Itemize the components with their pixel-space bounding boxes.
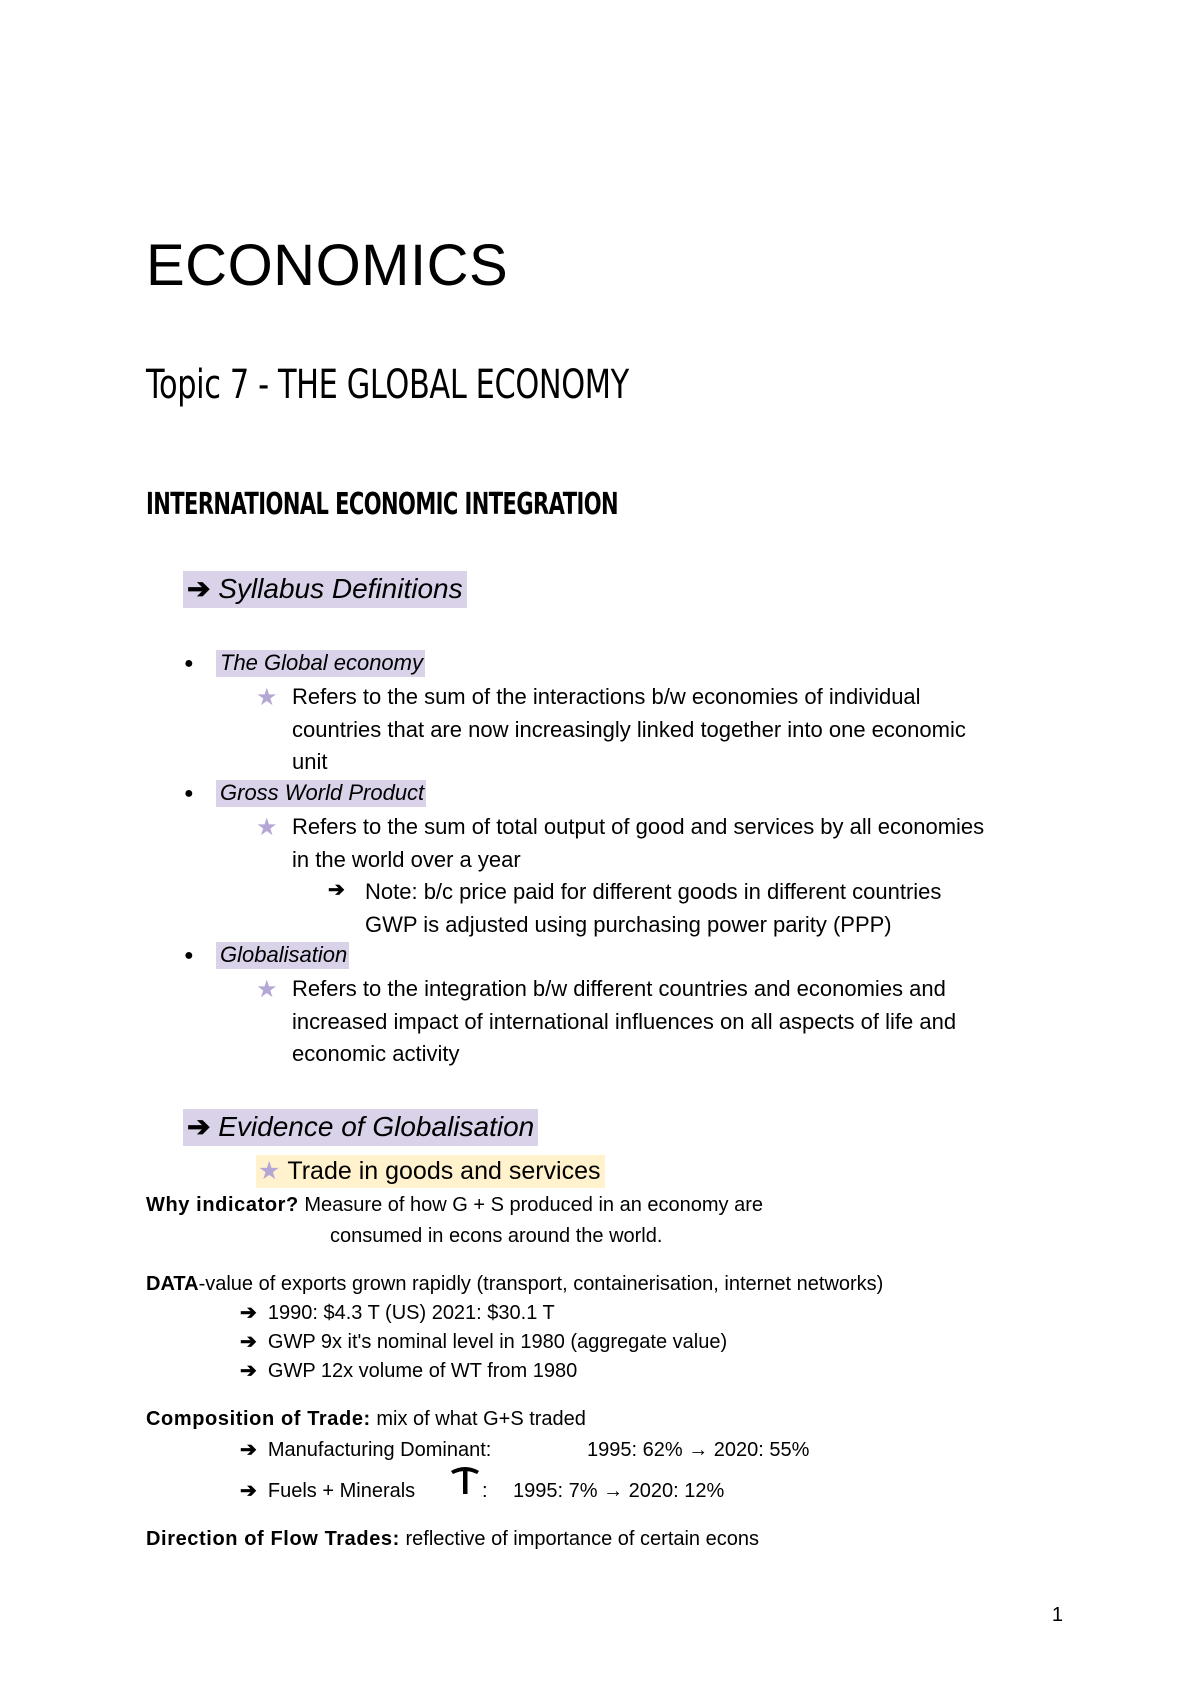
arrow-icon: ➔ [187, 573, 211, 604]
composition-item-label: Manufacturing Dominant: [267, 1439, 492, 1461]
note-text [365, 876, 1125, 941]
composition-item-value: 1995: 7% → 2020: 12% [513, 1480, 725, 1502]
composition-item-label: Fuels + Minerals [267, 1480, 416, 1502]
definition-term: The Global economy [216, 650, 425, 676]
definition-text [292, 973, 1112, 1071]
definition-line: economic activity [292, 1041, 460, 1066]
star-icon: ★ [256, 976, 278, 1003]
trade-subheading [256, 1156, 605, 1186]
data-point: ➔ 1990: $4.3 T (US) 2021: $30.1 T [240, 1302, 555, 1324]
definition-line: countries that are now increasingly linked together into one economic [292, 716, 966, 742]
star-icon: ★ [256, 814, 278, 841]
why-text: Measure of how G + S produced in an economy are [298, 1194, 763, 1216]
arrow-icon: ➔ [240, 1331, 257, 1353]
star-icon: ★ [258, 1157, 281, 1185]
bullet-icon: ● [184, 785, 194, 802]
composition-item-suffix: : [482, 1480, 488, 1502]
note-line: Note: b/c price paid for different goods in different countries [365, 879, 942, 904]
evidence-label: Evidence of Globalisation [218, 1111, 535, 1142]
section-heading: INTERNATIONAL ECONOMIC INTEGRATION [146, 487, 619, 522]
direction-label: Direction of Flow Trades: [146, 1528, 400, 1550]
pickaxe-icon [448, 1462, 482, 1496]
data-text: -value of exports grown rapidly (transport, containerisation, internet networks) [198, 1273, 884, 1295]
bullet-icon: ● [184, 947, 194, 964]
why-indicator-line [146, 1191, 763, 1219]
composition-text: mix of what G+S traded [370, 1408, 586, 1430]
data-point: ➔ GWP 9x it's nominal level in 1980 (aggregate value) [240, 1331, 728, 1353]
evidence-header [183, 1110, 538, 1143]
star-icon: ★ [256, 684, 278, 711]
data-label: DATA [146, 1273, 199, 1295]
definition-line: increased impact of international influences on all aspects of life and [292, 1008, 957, 1034]
definition-line: unit [292, 749, 328, 774]
why-label: Why indicator? [146, 1194, 299, 1216]
definition-line: Refers to the integration b/w different countries and economies and [292, 976, 946, 1001]
arrow-icon: ➔ [240, 1480, 257, 1502]
definition-line: Refers to the sum of the interactions b/w economies of individual [292, 684, 921, 709]
composition-item-value: 1995: 62% → 2020: 55% [587, 1439, 810, 1461]
definition-text [292, 681, 1092, 779]
definition-term: Globalisation [216, 942, 349, 968]
data-line [146, 1270, 883, 1298]
composition-item [240, 1436, 491, 1464]
topic-heading: Topic 7 - THE GLOBAL ECONOMY [146, 362, 629, 408]
direction-line [146, 1525, 759, 1553]
definition-text [292, 811, 1112, 876]
bullet-icon: ● [184, 655, 194, 672]
definition-term: Gross World Product [216, 780, 426, 806]
data-point: ➔ GWP 12x volume of WT from 1980 [240, 1360, 578, 1382]
syllabus-definitions-header [183, 572, 467, 605]
direction-text: reflective of importance of certain econs [399, 1528, 759, 1550]
trade-label: Trade in goods and services [287, 1157, 601, 1185]
page-number: 1 [1051, 1604, 1063, 1626]
composition-line [146, 1405, 586, 1433]
definition-line: in the world over a year [292, 846, 521, 872]
composition-item [240, 1477, 415, 1505]
arrow-icon: ➔ [240, 1302, 257, 1324]
document-title: ECONOMICS [146, 233, 509, 298]
arrow-icon: ➔ [328, 879, 345, 901]
why-text-cont: consumed in econs around the world. [330, 1225, 663, 1247]
composition-label: Composition of Trade: [146, 1408, 371, 1430]
note-line: GWP is adjusted using purchasing power parity (PPP) [365, 911, 892, 937]
syllabus-definitions-label: Syllabus Definitions [218, 573, 463, 604]
arrow-icon: ➔ [240, 1439, 257, 1461]
definition-line: Refers to the sum of total output of good and services by all economies [292, 814, 985, 839]
arrow-icon: ➔ [187, 1111, 211, 1142]
arrow-icon: ➔ [240, 1360, 257, 1382]
